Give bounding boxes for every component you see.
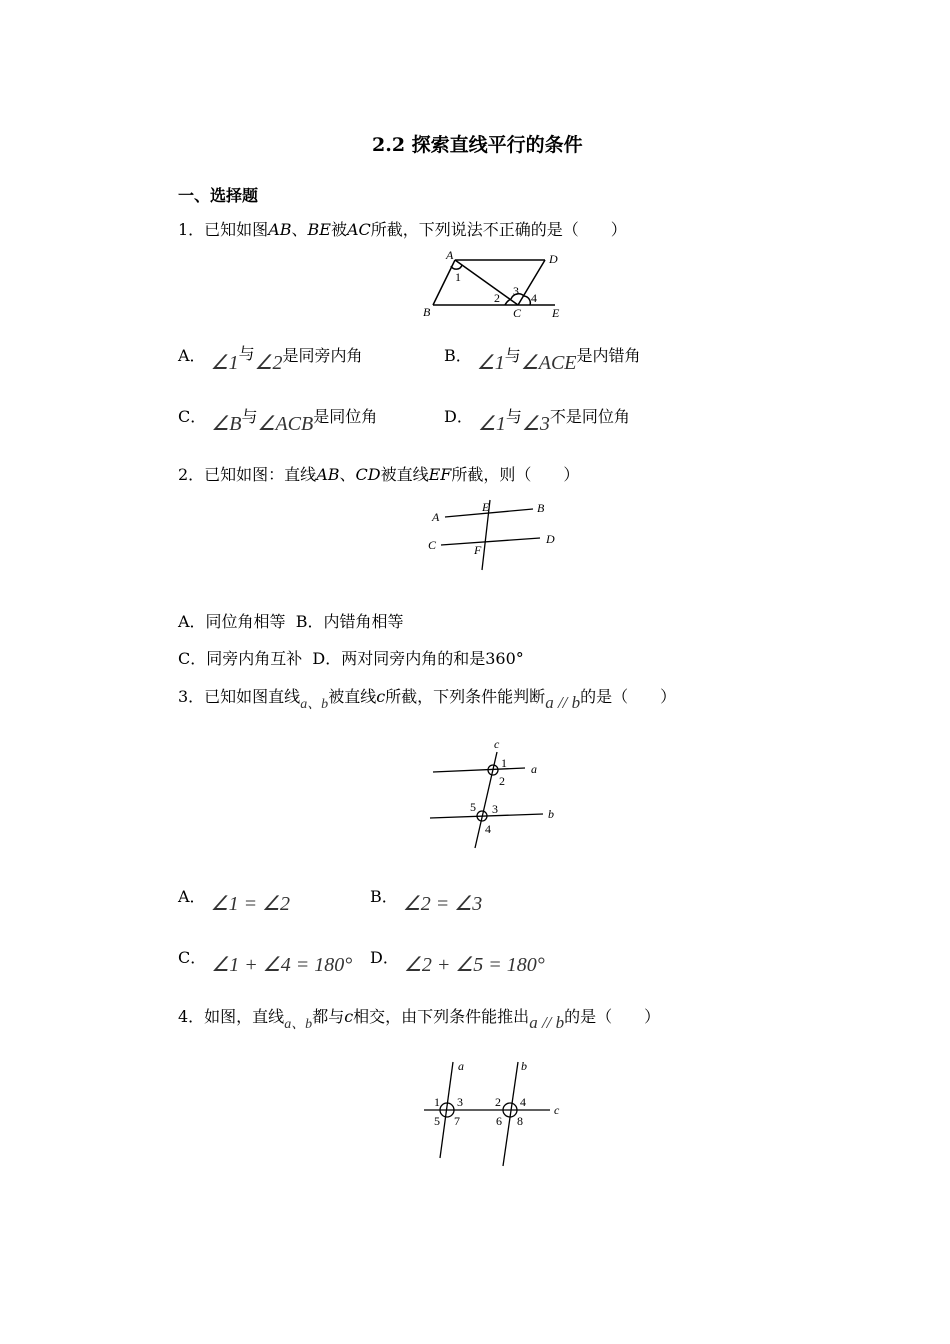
angle-7: 7	[454, 1114, 460, 1128]
q1-option-a: A． ∠1与∠2是同旁内角	[178, 344, 363, 374]
label-A: A	[432, 510, 440, 524]
label-a: a	[531, 762, 537, 776]
angle-1: 1	[501, 756, 507, 770]
angle-6: 6	[496, 1114, 502, 1128]
angle-4: 4	[485, 822, 491, 836]
q3-option-d: D． ∠2 + ∠5 = 180°	[370, 948, 545, 976]
label-D: D	[546, 532, 555, 546]
angle-4: 4	[531, 291, 537, 305]
label-a: a	[458, 1059, 464, 1073]
section-heading: 一、选择题	[178, 186, 259, 205]
angle-3: 3	[513, 284, 519, 298]
q1-option-c: C． ∠B与∠ACB是同位角	[178, 407, 378, 435]
angle-3: 3	[457, 1095, 463, 1109]
angle-1: 1	[434, 1095, 440, 1109]
label-B: B	[423, 305, 431, 319]
angle-1: 1	[455, 270, 461, 284]
q1-option-b: B． ∠1与∠ACE是内错角	[444, 346, 641, 374]
angle-2: 2	[495, 1095, 501, 1109]
label-b: b	[548, 807, 554, 821]
label-c: c	[494, 737, 500, 751]
label-B: B	[537, 501, 545, 515]
q3-option-a: A． ∠1 = ∠2	[178, 887, 291, 915]
q3-option-b: B． ∠2 = ∠3	[370, 887, 483, 915]
angle-2: 2	[499, 774, 505, 788]
label-E: E	[482, 500, 490, 514]
q1-option-d: D． ∠1与∠3不是同位角	[444, 407, 630, 435]
label-C: C	[428, 538, 437, 552]
label-C: C	[513, 306, 522, 320]
label-b: b	[521, 1059, 527, 1073]
q2-options-ab: A．同位角相等 B．内错角相等	[178, 612, 404, 631]
label-c: c	[554, 1103, 560, 1117]
q3-option-c: C． ∠1 + ∠4 = 180°	[178, 948, 353, 976]
question-2: 2．已知如图：直线AB、CD被直线EF所截，则（ ）	[178, 465, 580, 484]
label-F: F	[474, 543, 482, 557]
angle-8: 8	[517, 1114, 523, 1128]
page-title: 2.2 探索直线平行的条件	[372, 134, 583, 156]
angle-4: 4	[520, 1095, 526, 1109]
label-D: D	[549, 252, 558, 266]
angle-5: 5	[470, 800, 476, 814]
question-4: 4．如图，直线a、b都与c相交，由下列条件能推出a // b的是（ ）	[178, 1007, 661, 1032]
angle-2: 2	[494, 291, 500, 305]
q2-options-cd: C．同旁内角互补 D．两对同旁内角的和是360°	[178, 649, 524, 668]
question-3: 3．已知如图直线a、b被直线c所截，下列条件能判断a // b的是（ ）	[178, 687, 677, 712]
angle-3: 3	[492, 802, 498, 816]
angle-5: 5	[434, 1114, 440, 1128]
label-A: A	[446, 248, 454, 262]
label-E: E	[552, 306, 560, 320]
question-1: 1．已知如图AB、BE被AC所截，下列说法不正确的是（ ）	[178, 220, 627, 239]
